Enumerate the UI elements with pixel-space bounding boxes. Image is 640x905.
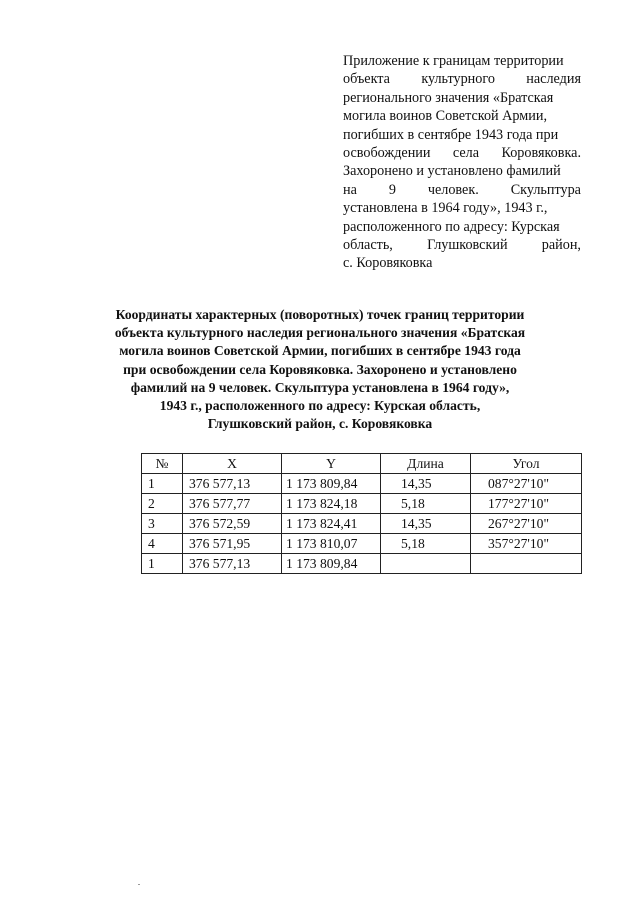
- table-row: [142, 474, 582, 494]
- header-length: Длина: [381, 454, 471, 474]
- annex-word: Скульптура: [510, 181, 581, 198]
- title-line: при освобождении села Коровяковка. Захоронено и установлено: [123, 361, 517, 377]
- title-line: Координаты характерных (поворотных) точек границ территории: [115, 307, 525, 322]
- title-line: объекта культурного наследия регионального значения «Братская: [114, 325, 526, 341]
- table-row: [142, 514, 582, 534]
- annex-word: Коровяковка.: [501, 145, 581, 162]
- cell-y: 1 173 810,07: [282, 534, 381, 554]
- cell-y: 1 173 809,84: [282, 554, 381, 574]
- cell-x: 376 577,13: [183, 474, 282, 494]
- cell-x: 376 571,95: [183, 534, 282, 554]
- annex-word: наследия: [526, 71, 581, 88]
- cell-x: 376 572,59: [183, 514, 282, 534]
- title-line: Глушковский район, с. Коровяковка: [207, 416, 433, 432]
- cell-y: 1 173 824,18: [282, 494, 381, 514]
- cell-length: 5,18: [381, 494, 471, 514]
- annex-word: объекта: [343, 71, 390, 88]
- cell-length: 5,18: [381, 534, 471, 554]
- cell-x: 376 577,77: [183, 494, 282, 514]
- annex-line-justified: [343, 236, 581, 254]
- cell-y: 1 173 824,41: [282, 514, 381, 534]
- annex-word: человек.: [427, 181, 479, 198]
- document-title: [100, 306, 540, 433]
- cell-length: 14,35: [381, 474, 471, 494]
- cell-y: 1 173 809,84: [282, 474, 381, 494]
- annex-word: освобождении: [343, 145, 431, 162]
- table-row: [142, 554, 582, 574]
- annex-line: расположенного по адресу: Курская: [343, 218, 560, 235]
- annex-word: культурного: [421, 71, 495, 88]
- cell-angle: 267°27'10": [471, 514, 582, 534]
- header-y: Y: [282, 454, 381, 474]
- header-number: №: [142, 454, 183, 474]
- cell-length: 14,35: [381, 514, 471, 534]
- annex-line-justified: [343, 144, 581, 162]
- annex-line-justified: [343, 181, 581, 199]
- annex-word: область,: [343, 237, 393, 254]
- cell-number: 2: [142, 494, 183, 514]
- coordinates-table: [141, 453, 582, 574]
- title-line: фамилий на 9 человек. Скульптура установлена в 1964 году»,: [130, 379, 510, 395]
- cell-number: 4: [142, 534, 183, 554]
- header-x: X: [183, 454, 282, 474]
- annex-word: села: [452, 145, 480, 162]
- scan-speck: [138, 884, 140, 885]
- annex-line-justified: [343, 70, 581, 88]
- title-line: 1943 г., расположенного по адресу: Курская область,: [159, 398, 481, 414]
- annex-word: 9: [388, 181, 396, 198]
- cell-angle: 087°27'10": [471, 474, 582, 494]
- table-row: [142, 494, 582, 514]
- cell-angle: [471, 554, 582, 574]
- cell-angle: 177°27'10": [471, 494, 582, 514]
- cell-x: 376 577,13: [183, 554, 282, 574]
- annex-line: Приложение к границам территории: [343, 53, 564, 69]
- annex-line: погибших в сентябре 1943 года при: [343, 126, 559, 143]
- cell-angle: 357°27'10": [471, 534, 582, 554]
- annex-line: Захоронено и установлено фамилий: [343, 163, 561, 180]
- annex-line: регионального значения «Братская: [343, 89, 554, 106]
- cell-number: 1: [142, 474, 183, 494]
- table-header-row: [142, 454, 582, 474]
- annex-line: установлена в 1964 году», 1943 г.,: [343, 200, 548, 217]
- header-angle: Угол: [471, 454, 582, 474]
- annex-note: [343, 52, 581, 273]
- cell-length: [381, 554, 471, 574]
- annex-word: на: [343, 181, 357, 198]
- title-line: могила воинов Советской Армии, погибших в сентябре 1943 года: [119, 343, 521, 359]
- cell-number: 3: [142, 514, 183, 534]
- table-row: [142, 534, 582, 554]
- cell-number: 1: [142, 554, 183, 574]
- annex-word: Глушковский: [427, 237, 508, 254]
- annex-line: могила воинов Советской Армии,: [343, 108, 548, 125]
- annex-word: район,: [541, 237, 581, 254]
- annex-line: с. Коровяковка: [343, 255, 433, 272]
